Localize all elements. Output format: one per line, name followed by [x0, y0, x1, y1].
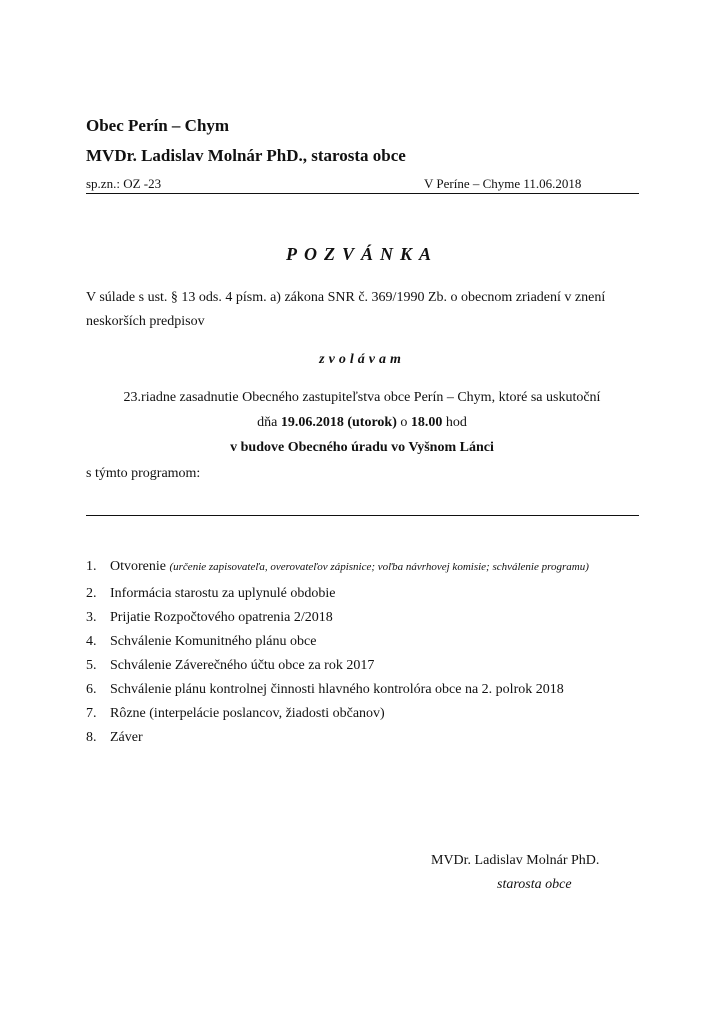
intro-line-2: neskorších predpisov — [86, 314, 205, 329]
agenda-number: 7. — [86, 706, 97, 721]
agenda-item — [86, 582, 646, 606]
agenda-item — [86, 678, 646, 702]
agenda-number: 1. — [86, 559, 97, 574]
reference-number: sp.zn.: OZ -23 — [86, 176, 162, 191]
document-heading: POZVÁNKA — [285, 244, 438, 264]
agenda-number: 5. — [86, 658, 97, 673]
program-divider — [86, 515, 639, 516]
meeting-time: 18.00 — [410, 415, 443, 430]
signature-name: MVDr. Ladislav Molnár PhD. — [431, 853, 600, 868]
program-label: s týmto programom: — [86, 466, 201, 481]
agenda-number: 3. — [86, 610, 97, 625]
agenda-text: Prijatie Rozpočtového opatrenia 2/2018 — [110, 610, 333, 625]
time-prefix: o — [396, 415, 411, 430]
place-and-date: V Períne – Chyme 11.06.2018 — [424, 176, 582, 191]
time-suffix: hod — [442, 415, 467, 430]
agenda-item — [86, 606, 646, 630]
agenda-text: Informácia starostu za uplynulé obdobie — [110, 586, 336, 601]
meeting-location: v budove Obecného úradu vo Vyšnom Lánci — [230, 440, 494, 455]
agenda-item — [86, 702, 646, 726]
agenda-item — [86, 556, 646, 576]
municipality-title: Obec Perín – Chym — [86, 116, 230, 135]
agenda-number: 6. — [86, 682, 97, 697]
date-prefix: dňa — [257, 415, 281, 430]
agenda-text: Rôzne (interpelácie poslancov, žiadosti občanov) — [110, 706, 385, 721]
convene-word: zvolávam — [319, 352, 405, 367]
agenda-text: Záver — [110, 730, 143, 745]
agenda-note: (určenie zapisovateľa, overovateľov zápisnice; voľba návrhovej komisie; schválenie programu) — [169, 561, 589, 573]
mayor-title: MVDr. Ladislav Molnár PhD., starosta obce — [86, 146, 406, 165]
intro-line-1: V súlade s ust. § 13 ods. 4 písm. a) zákona SNR č. 369/1990 Zb. o obecnom zriadení v znení — [86, 290, 606, 305]
agenda-item — [86, 654, 646, 678]
agenda-item — [86, 630, 646, 654]
header-divider — [86, 193, 639, 194]
meeting-date-line — [0, 415, 724, 431]
agenda-text: Otvorenie — [110, 559, 166, 574]
agenda-text: Schválenie Záverečného účtu obce za rok 2017 — [110, 658, 375, 673]
agenda-number: 8. — [86, 730, 97, 745]
agenda-number: 2. — [86, 586, 97, 601]
agenda-item — [86, 726, 646, 750]
agenda-text: Schválenie Komunitného plánu obce — [110, 634, 317, 649]
meeting-line: 23.riadne zasadnutie Obecného zastupiteľstva obce Perín – Chym, ktoré sa uskutoční — [123, 390, 601, 405]
signature-role: starosta obce — [497, 877, 572, 892]
agenda-number: 4. — [86, 634, 97, 649]
meeting-date: 19.06.2018 (utorok) — [280, 415, 397, 430]
agenda-list — [86, 556, 646, 750]
agenda-text: Schválenie plánu kontrolnej činnosti hlavného kontrolóra obce na 2. polrok 2018 — [110, 682, 564, 697]
